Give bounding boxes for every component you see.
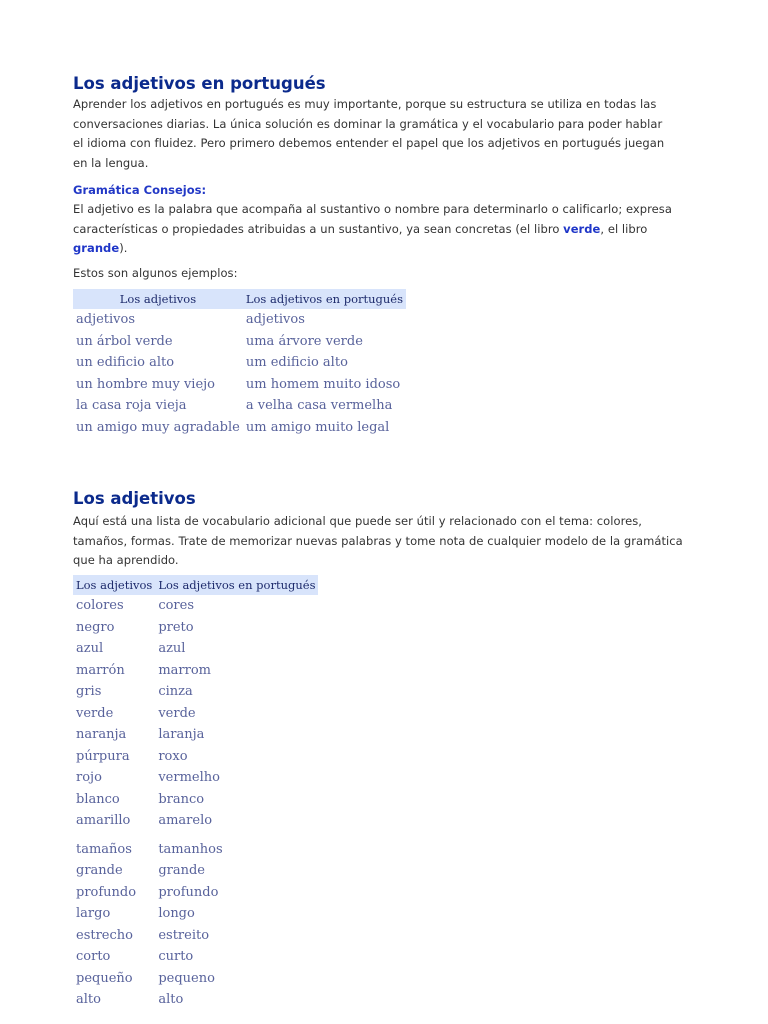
- cell-spanish: gris: [76, 684, 102, 700]
- tips-text-before: El adjetivo es la palabra que acompaña al sustantivo o nombre para determinarlo o calificarlo; expresa características o propiedades atribuidas a un sustantivo, ya sean concretas (el libro: [73, 202, 672, 236]
- cell-spanish: estrecho: [76, 927, 133, 943]
- table-row: [73, 810, 318, 832]
- table-row: [73, 595, 318, 617]
- cell-portuguese: azul: [158, 641, 186, 657]
- table-header-row: [73, 289, 406, 309]
- cell-spanish: grande: [76, 863, 123, 879]
- column-header-spanish: Los adjetivos: [73, 575, 155, 595]
- table-row: [73, 903, 318, 925]
- cell-portuguese: vermelho: [158, 770, 220, 786]
- examples-table: [73, 289, 406, 438]
- cell-spanish: rojo: [76, 770, 102, 786]
- table-row: [73, 681, 318, 703]
- table-row: [73, 860, 318, 882]
- cell-spanish: púrpura: [76, 748, 130, 764]
- table-row: [73, 638, 318, 660]
- cell-portuguese: preto: [158, 619, 194, 635]
- table-row: [73, 309, 406, 331]
- cell-spanish: largo: [76, 906, 111, 922]
- cell-portuguese: a velha casa vermelha: [245, 398, 393, 414]
- table-row: [73, 331, 406, 353]
- cell-spanish: verde: [76, 705, 114, 721]
- table-row: [73, 352, 406, 374]
- table-row: [73, 746, 318, 768]
- table-row: [73, 703, 318, 725]
- cell-portuguese: longo: [158, 906, 195, 922]
- cell-portuguese: uma árvore verde: [245, 333, 363, 349]
- tips-word-grande: grande: [73, 241, 120, 255]
- intro-paragraph: Aprender los adjetivos en portugués es muy importante, porque su estructura se utiliza en todas las conversaciones diarias. La única solución es dominar la gramática y el vocabulario para poder hablar el idioma con fluidez. Pero primero debemos entender el papel que los adjetivos en portugués juegan en la lengua.: [73, 97, 665, 170]
- table-row: [73, 968, 318, 990]
- table-row: [73, 925, 318, 947]
- cell-spanish: marrón: [76, 662, 125, 678]
- tips-text-after: ).: [119, 241, 128, 255]
- table-row: [73, 417, 406, 439]
- cell-portuguese: um edificio alto: [245, 355, 348, 371]
- table-row: [73, 724, 318, 746]
- table-header-row: [73, 575, 318, 595]
- cell-portuguese: marrom: [158, 662, 211, 678]
- cell-spanish: la casa roja vieja: [76, 398, 187, 414]
- cell-spanish: blanco: [76, 791, 120, 807]
- cell-portuguese: alto: [158, 992, 184, 1008]
- section-title: Los adjetivos en portugués: [73, 74, 326, 93]
- cell-spanish: pequeño: [76, 970, 133, 986]
- cell-spanish: tamaños: [76, 841, 132, 857]
- tips-heading: Gramática Consejos:: [73, 183, 207, 197]
- table-row: [73, 660, 318, 682]
- cell-spanish: un amigo muy agradable: [76, 419, 240, 435]
- cell-portuguese: roxo: [158, 748, 188, 764]
- table-row: [73, 374, 406, 396]
- table-row: [73, 395, 406, 417]
- table-row: [73, 946, 318, 968]
- table-row: [73, 882, 318, 904]
- cell-portuguese: tamanhos: [158, 841, 223, 857]
- vocabulary-table: [73, 575, 318, 1011]
- cell-spanish: un hombre muy viejo: [76, 376, 215, 392]
- cell-portuguese: curto: [158, 949, 194, 965]
- cell-spanish: un árbol verde: [76, 333, 173, 349]
- cell-portuguese: cinza: [158, 684, 193, 700]
- cell-spanish: corto: [76, 949, 111, 965]
- cell-spanish: profundo: [76, 884, 137, 900]
- cell-portuguese: amarelo: [158, 813, 213, 829]
- table-row: [73, 989, 318, 1011]
- cell-portuguese: estreito: [158, 927, 210, 943]
- column-header-portuguese: Los adjetivos en portugués: [243, 289, 406, 309]
- cell-portuguese: grande: [158, 863, 206, 879]
- cell-portuguese: adjetivos: [245, 312, 305, 328]
- tips-paragraph: [73, 200, 698, 259]
- cell-portuguese: profundo: [158, 884, 219, 900]
- cell-portuguese: branco: [158, 791, 205, 807]
- cell-portuguese: pequeno: [158, 970, 215, 986]
- intro-paragraph: Aquí está una lista de vocabulario adicional que puede ser útil y relacionado con el tema: colores, tamaños, formas. Trate de memorizar nuevas palabras y tome nota de cualquier modelo de la gramática que ha aprendido.: [73, 514, 683, 567]
- table-row: [73, 832, 318, 861]
- column-header-portuguese: Los adjetivos en portugués: [155, 575, 318, 595]
- cell-portuguese: verde: [158, 705, 196, 721]
- cell-portuguese: laranja: [158, 727, 205, 743]
- cell-spanish: negro: [76, 619, 115, 635]
- cell-spanish: colores: [76, 598, 124, 614]
- cell-spanish: adjetivos: [76, 312, 136, 328]
- column-header-spanish: Los adjetivos: [73, 289, 243, 309]
- tips-text-middle: , el libro: [600, 221, 648, 236]
- cell-spanish: alto: [76, 992, 101, 1008]
- cell-spanish: amarillo: [76, 813, 131, 829]
- tips-word-verde: verde: [563, 221, 601, 236]
- table-row: [73, 789, 318, 811]
- section-title: Los adjetivos: [73, 489, 196, 508]
- table-row: [73, 617, 318, 639]
- cell-spanish: azul: [76, 641, 104, 657]
- table-row: [73, 767, 318, 789]
- examples-label: Estos son algunos ejemplos:: [73, 266, 238, 280]
- cell-portuguese: um amigo muito legal: [245, 419, 390, 435]
- cell-portuguese: um homem muito idoso: [245, 376, 401, 392]
- cell-spanish: un edificio alto: [76, 355, 175, 371]
- cell-spanish: naranja: [76, 727, 127, 743]
- cell-portuguese: cores: [158, 598, 195, 614]
